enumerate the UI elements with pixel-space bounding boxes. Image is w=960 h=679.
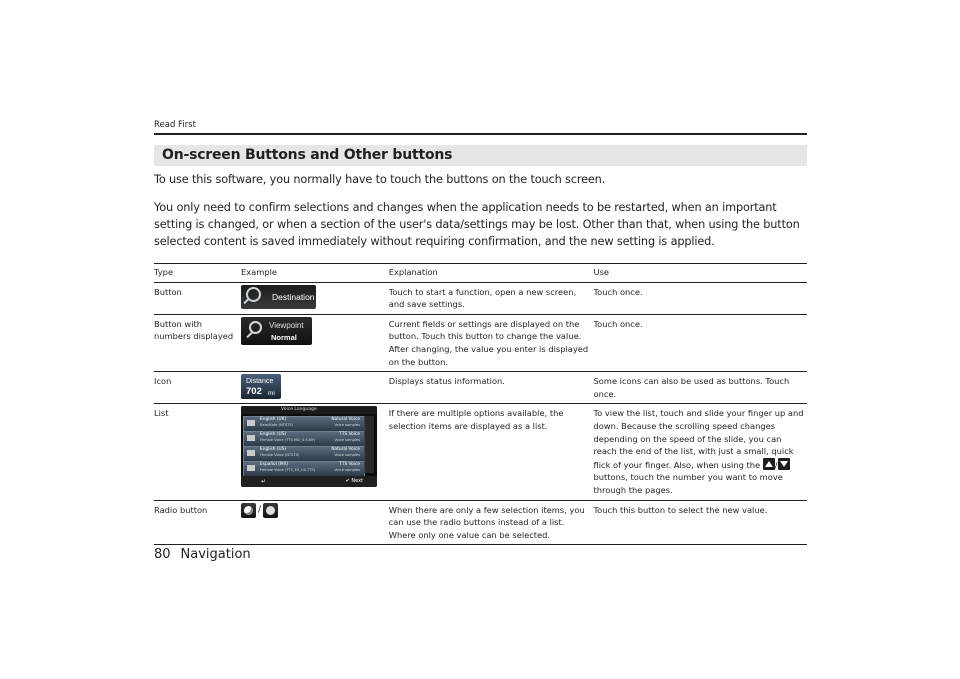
row-use-text-after: buttons, touch the number you want to move through the pages. (593, 472, 783, 495)
row-example (241, 404, 389, 500)
table-row (154, 372, 807, 404)
row-example (241, 282, 389, 314)
radio-selected-icon (241, 503, 256, 518)
row-type: Radio button (154, 500, 241, 545)
section-title: On-screen Buttons and Other buttons (162, 147, 453, 163)
list-item (243, 431, 365, 447)
list-item-name: English (US) (260, 432, 287, 438)
list-item-voice-type: Natural Voice (331, 447, 360, 453)
list-next-label (346, 477, 363, 486)
destination-button-label: Destination (272, 291, 315, 302)
radio-unselected-icon (263, 503, 278, 518)
footer-section: Navigation (180, 547, 251, 562)
viewpoint-button-label: Viewpoint (269, 320, 304, 330)
distance-icon-unit: mi (268, 390, 275, 398)
table-row (154, 500, 807, 545)
flag-icon (247, 435, 255, 441)
list-item-sub: Female Voice (TTS_ES_US.TTS) (260, 468, 316, 473)
list-item-voice-sub: Voice samples (334, 453, 360, 458)
scroll-down-icon (778, 458, 790, 470)
row-example (241, 314, 389, 371)
page-footer (154, 547, 251, 562)
list-item-name: English (US) (260, 447, 287, 453)
col-header-explanation: Explanation (389, 264, 594, 283)
list-item-voice-sub: Voice samples (334, 423, 360, 428)
col-header-example: Example (241, 264, 389, 283)
col-header-use: Use (594, 264, 807, 283)
list-item-voice-sub: Voice samples (334, 468, 360, 473)
table-row (154, 314, 807, 371)
distance-icon-value: 702 (246, 386, 262, 398)
back-arrow-icon: ↵ (261, 478, 267, 486)
flag-icon (247, 450, 255, 456)
table-row (154, 404, 807, 500)
list-item-name: English (UK) (260, 417, 287, 423)
row-explanation: If there are multiple options available, the selection items are displayed as a list. (389, 404, 594, 500)
row-explanation: Displays status information. (389, 372, 594, 404)
scroll-up-icon (763, 458, 775, 470)
list-item-voice-type: TTS Voice (339, 432, 360, 438)
row-type: Icon (154, 372, 241, 404)
list-title: Voice Language (281, 407, 317, 413)
flag-icon (247, 465, 255, 471)
viewpoint-button-value: Normal (271, 332, 297, 342)
table-header-row (154, 264, 807, 283)
list-item (243, 446, 365, 462)
row-type: Button (154, 282, 241, 314)
radio-button-example (241, 503, 389, 518)
checkmark-icon: ✔ (345, 478, 350, 485)
row-explanation: Touch to start a function, open a new screen, and save settings. (389, 282, 594, 314)
list-item-voice-sub: Voice samples (334, 438, 360, 443)
flag-icon (247, 420, 255, 426)
table-row (154, 282, 807, 314)
list-item (243, 416, 365, 432)
list-item-sub: Kate/Kate (NTSTS) (260, 423, 294, 428)
row-use: Touch once. (594, 314, 807, 371)
list-scrollbar (364, 416, 374, 473)
intro-paragraph: To use this software, you normally have to touch the buttons on the touch screen. (154, 173, 606, 186)
row-use: Touch once. (594, 282, 807, 314)
row-type: List (154, 404, 241, 500)
header-section-label: Read First (154, 120, 196, 130)
list-item-voice-type: Natural Voice (331, 417, 360, 423)
row-explanation: Current fields or settings are displayed on the button. Touch this button to change the value. After changing, the value you enter is displayed on the button. (389, 314, 594, 371)
list-title-bar (241, 406, 377, 414)
list-item (243, 461, 365, 477)
section-heading-bar (154, 145, 807, 166)
row-example (241, 372, 389, 404)
list-item-name: Español (MX) (260, 462, 289, 468)
distance-icon-example (241, 374, 281, 399)
voice-language-list-example (241, 406, 377, 487)
row-type: Button with numbers displayed (154, 314, 241, 371)
distance-icon-label: Distance (246, 378, 274, 386)
viewpoint-button-example (241, 317, 312, 345)
row-explanation: When there are only a few selection items, you can use the radio buttons instead of a list. Where only one value can be selected. (389, 500, 594, 545)
row-use: Touch this button to select the new value. (594, 500, 807, 545)
list-item-voice-type: TTS Voice (339, 462, 360, 468)
col-header-type: Type (154, 264, 241, 283)
destination-button-example (241, 285, 316, 309)
page-number: 80 (154, 547, 171, 562)
list-bottom-bar (241, 476, 377, 487)
search-icon (249, 321, 262, 334)
row-use: Some icons can also be used as buttons. Touch once. (594, 372, 807, 404)
button-types-table (154, 263, 807, 545)
list-next-text: Next (351, 478, 363, 485)
row-use: To view the list, touch and slide your finger up and down. Because the scrolling speed changes depending on the speed of the slide, you can reach the end of the list, with just a small, quick flick of your finger. Also, when using the / buttons, touch the number you want to move through the pages. (594, 404, 807, 500)
confirmation-paragraph: You only need to confirm selections and changes when the application needs to be restarted, when an important setting is changed, or when a section of the user's data/settings may be lost. Other than that, when using the button selected content is saved immediately without requiring confirmation, and the new setting is applied. (154, 201, 800, 248)
search-icon (246, 287, 261, 302)
list-item-sub: Female Voice (TTS MD_U.S.NY) (260, 438, 316, 443)
separator-slash: / (258, 504, 262, 515)
row-example (241, 500, 389, 545)
list-item-sub: Female Voice (NTSTS) (260, 453, 300, 458)
header-rule (154, 133, 807, 135)
row-use-text-before: To view the list, touch and slide your finger up and down. Because the scrolling speed changes depending on the speed of the slide, you can reach the end of the list, with just a small, quick flick of your finger. Also, when using the (593, 408, 804, 470)
